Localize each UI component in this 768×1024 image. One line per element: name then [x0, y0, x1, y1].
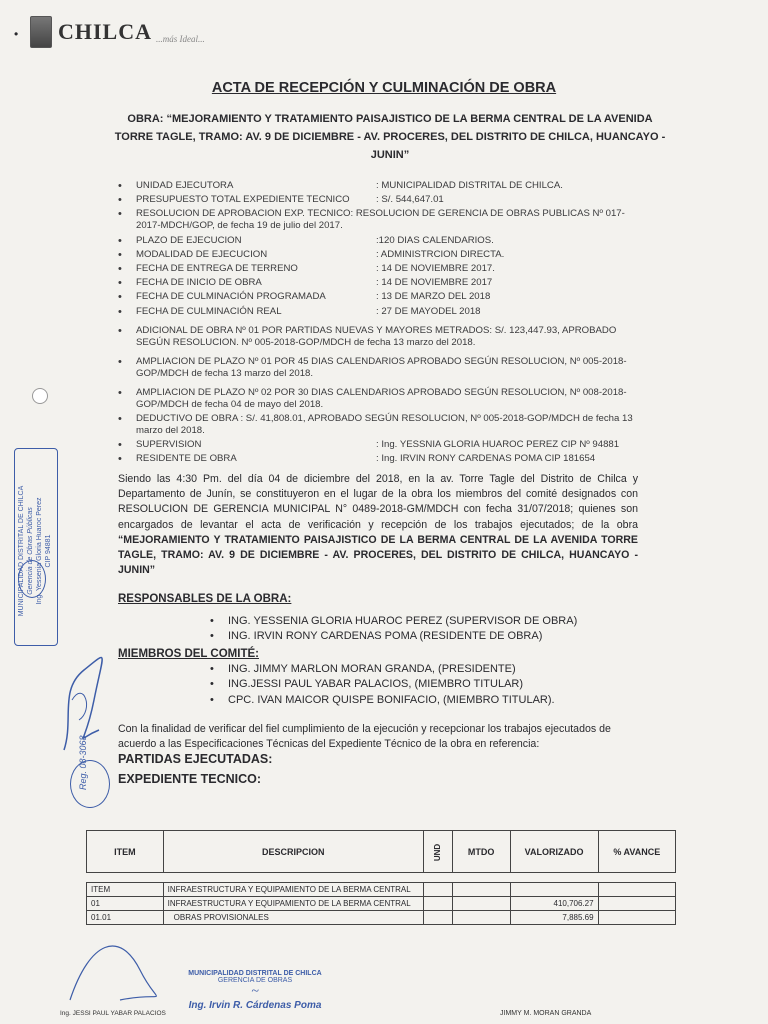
- stamp-department: GERENCIA DE OBRAS: [217, 977, 293, 984]
- info-text: ADICIONAL DE OBRA Nº 01 POR PARTIDAS NUEVAS Y MAYORES METRADOS: S/. 123,447.93, APROBADO SEGÚN RESOLUCION. Nº 005-2018-GOP/MDCH de fecha 13 marzo del 2018.: [136, 324, 617, 348]
- info-item: [118, 180, 638, 192]
- signature-label-right: JIMMY M. MORAN GRANDA: [500, 1010, 592, 1017]
- info-item: [118, 325, 638, 349]
- intro-text: Siendo las 4:30 Pm. del día 04 de diciembre del 2018, en la av. Torre Tagle del Distrito de Chilca y Departamento de Junín, se constituyeron en el lugar de la obra los miembros del comité designados con RESOLUCION DE GERENCIA MUNICIPAL N° 0489-2018-GM/MDCH con fecha 31/07/2018; quienes son encargados de levantar el acta de verificación y recepción de los trabajos ejecutados; de la obra: [118, 473, 638, 531]
- info-label: FECHA DE CULMINACIÓN PROGRAMADA: [136, 291, 326, 303]
- header-item: ITEM: [87, 831, 164, 873]
- info-label: UNIDAD EJECUTORA: [136, 180, 234, 191]
- info-label: FECHA DE CULMINACIÓN REAL: [136, 305, 282, 317]
- document-title: ACTA DE RECEPCIÓN Y CULMINACIÓN DE OBRA: [211, 80, 557, 96]
- stamp-cip: CIP 94881: [45, 534, 52, 568]
- stamp-municipality: MUNICIPALIDAD DISTRITAL DE CHILCA: [18, 485, 25, 617]
- info-label: MODALIDAD DE EJECUCION: [136, 248, 268, 260]
- crest-icon: [30, 16, 52, 48]
- bullet-icon: •: [14, 27, 19, 41]
- table-row: 01 INFRAESTRUCTURA Y EQUIPAMIENTO DE LA BERMA CENTRAL 410,706.27: [87, 897, 676, 911]
- info-item: [118, 194, 638, 206]
- info-value: : 14 DE NOVIEMBRE 2017: [376, 277, 493, 289]
- info-value: : Ing. YESSNIA GLORIA HUAROC PEREZ CIP Nº 94881: [376, 438, 620, 450]
- info-value: : MUNICIPALIDAD DISTRITAL DE CHILCA.: [376, 180, 563, 191]
- info-value: : ADMINISTRCION DIRECTA.: [376, 248, 505, 260]
- info-text: RESOLUCION DE APROBACION EXP. TECNICO: RESOLUCION DE GERENCIA DE OBRAS PUBLICAS Nº 017-2017-MDCH/GOP, de fecha 19 de julio del 2017.: [136, 208, 625, 232]
- table-row: ITEM INFRAESTRUCTURA Y EQUIPAMIENTO DE LA BERMA CENTRAL: [87, 883, 676, 897]
- expediente-heading: EXPEDIENTE TECNICO:: [118, 771, 262, 786]
- comite-list: [210, 662, 638, 709]
- info-item: [118, 277, 638, 289]
- list-item: • ING. IRVIN RONY CARDENAS POMA (RESIDENTE DE OBRA): [210, 629, 638, 645]
- list-item: • CPC. IVAN MAICOR QUISPE BONIFACIO, (MIEMBRO TITULAR).: [210, 693, 638, 709]
- stamp-department: Gerencia de Obras Públicas: [27, 507, 34, 595]
- acta-body: [118, 472, 638, 787]
- info-label: FECHA DE INICIO DE OBRA: [136, 277, 262, 289]
- info-item: [118, 387, 638, 411]
- obra-title: OBRA: “MEJORAMIENTO Y TRATAMIENTO PAISAJISTICO DE LA BERMA CENTRAL DE LA AVENIDA TORRE TAGLE, TRAMO: AV. 9 DE DICIEMBRE - AV. PROCERES, DEL DISTRITO DE CHILCA, HUANCAYO - JUNIN”: [114, 113, 666, 161]
- info-item: [118, 413, 638, 437]
- bottom-stamp: MUNICIPALIDAD DISTRITAL DE CHILCA GERENCIA DE OBRAS ~ Ing. Irvin R. Cárdenas Poma: [180, 970, 330, 1024]
- info-item: [118, 235, 638, 247]
- info-item: [118, 306, 638, 318]
- responsables-heading: RESPONSABLES DE LA OBRA:: [118, 593, 292, 606]
- info-item: [118, 439, 638, 451]
- header-mtdo: MTDO: [452, 831, 510, 873]
- handwritten-signature-bottom: [60, 900, 180, 1010]
- stamp-municipality: MUNICIPALIDAD DISTRITAL DE CHILCA: [188, 970, 322, 977]
- table-spacer-row: [87, 873, 676, 883]
- info-value: : S/. 544,647.01: [376, 194, 444, 206]
- punch-hole-icon: [32, 388, 48, 404]
- info-label: SUPERVISION: [136, 438, 202, 450]
- chilca-logo: [14, 16, 205, 48]
- info-value: :120 DIAS CALENDARIOS.: [376, 234, 494, 246]
- round-seal-icon: [70, 760, 110, 808]
- info-value: : 13 DE MARZO DEL 2018: [376, 291, 491, 303]
- reg-stamp: Reg. 08-3068: [78, 735, 88, 790]
- info-item: [118, 249, 638, 261]
- info-item: [118, 291, 638, 303]
- info-text: AMPLIACION DE PLAZO Nº 01 POR 45 DIAS CALENDARIOS APROBADO SEGÚN RESOLUCION, Nº 005-2018-GOP/MDCH de fecha 13 marzo del 2018.: [136, 355, 627, 379]
- info-value: : Ing. IRVIN RONY CARDENAS POMA CIP 181654: [376, 453, 596, 465]
- header-valorizado: VALORIZADO: [510, 831, 598, 873]
- info-item: [118, 208, 638, 232]
- logo-slogan: ...más Ideal...: [156, 34, 205, 44]
- comite-heading: MIEMBROS DEL COMITÉ:: [118, 647, 259, 660]
- info-value: : 27 DE MAYODEL 2018: [376, 305, 481, 317]
- info-list: [118, 180, 638, 467]
- header-descripcion: DESCRIPCION: [163, 831, 423, 873]
- table-row: 01.01 OBRAS PROVISIONALES 7,885.69: [87, 911, 676, 925]
- intro-obra-name: “MEJORAMIENTO Y TRATAMIENTO PAISAJISTICO DE LA BERMA CENTRAL DE LA AVENIDA TORRE TAGLE, TRAMO: AV. 9 DE DICIEMBRE - AV. PROCERES, DEL DISTRITO DE CHILCA, HUANCAYO - JUNIN”: [118, 533, 638, 577]
- info-item: [118, 453, 638, 465]
- info-text: DEDUCTIVO DE OBRA : S/. 41,808.01, APROBADO SEGÚN RESOLUCION, Nº 005-2018-GOP/MDCH de fecha 13 marzo del 2018.: [136, 412, 633, 436]
- info-label: PRESUPUESTO TOTAL EXPEDIENTE TECNICO: [136, 194, 350, 206]
- logo-text: CHILCA: [58, 19, 153, 44]
- list-item: • ING.JESSI PAUL YABAR PALACIOS, (MIEMBRO TITULAR): [210, 677, 638, 693]
- info-item: [118, 263, 638, 275]
- round-seal-icon: [18, 560, 46, 598]
- list-item: • ING. JIMMY MARLON MORAN GRANDA, (PRESIDENTE): [210, 662, 638, 678]
- intro-paragraph: [118, 472, 638, 578]
- header-und: UND: [423, 831, 452, 873]
- info-label: PLAZO DE EJECUCION: [136, 234, 242, 246]
- info-text: AMPLIACION DE PLAZO Nº 02 POR 30 DIAS CALENDARIOS APROBADO SEGÚN RESOLUCION, Nº 008-2018-GOP/MDCH de fecha 04 de mayo del 2018.: [136, 386, 627, 410]
- stamp-supervisor: Ing. Yessenia Gloria Huaroc Perez: [36, 497, 43, 605]
- list-item: • ING. YESSENIA GLORIA HUAROC PEREZ (SUPERVISOR DE OBRA): [210, 614, 638, 630]
- info-item: [118, 356, 638, 380]
- stamp-resident: Ing. Irvin R. Cárdenas Poma: [188, 1000, 322, 1011]
- municipal-stamp-vertical: [14, 448, 58, 646]
- table-header-row: [87, 831, 676, 873]
- info-value: : 14 DE NOVIEMBRE 2017.: [376, 262, 495, 274]
- responsables-list: [210, 614, 638, 645]
- signature-label-left: Ing. JESSI PAUL YABAR PALACIOS: [60, 1010, 166, 1017]
- finalidad-paragraph: Con la finalidad de verificar del fiel cumplimiento de la ejecución y recepcionar los trabajos ejecutados de acuerdo a las Especificaciones Técnicas del Expediente Técnico de la obra en referencia:: [118, 723, 611, 750]
- info-label: RESIDENTE DE OBRA: [136, 453, 237, 465]
- info-label: FECHA DE ENTREGA DE TERRENO: [136, 262, 298, 274]
- partidas-heading: PARTIDAS EJECUTADAS:: [118, 752, 273, 767]
- header-avance: % AVANCE: [598, 831, 675, 873]
